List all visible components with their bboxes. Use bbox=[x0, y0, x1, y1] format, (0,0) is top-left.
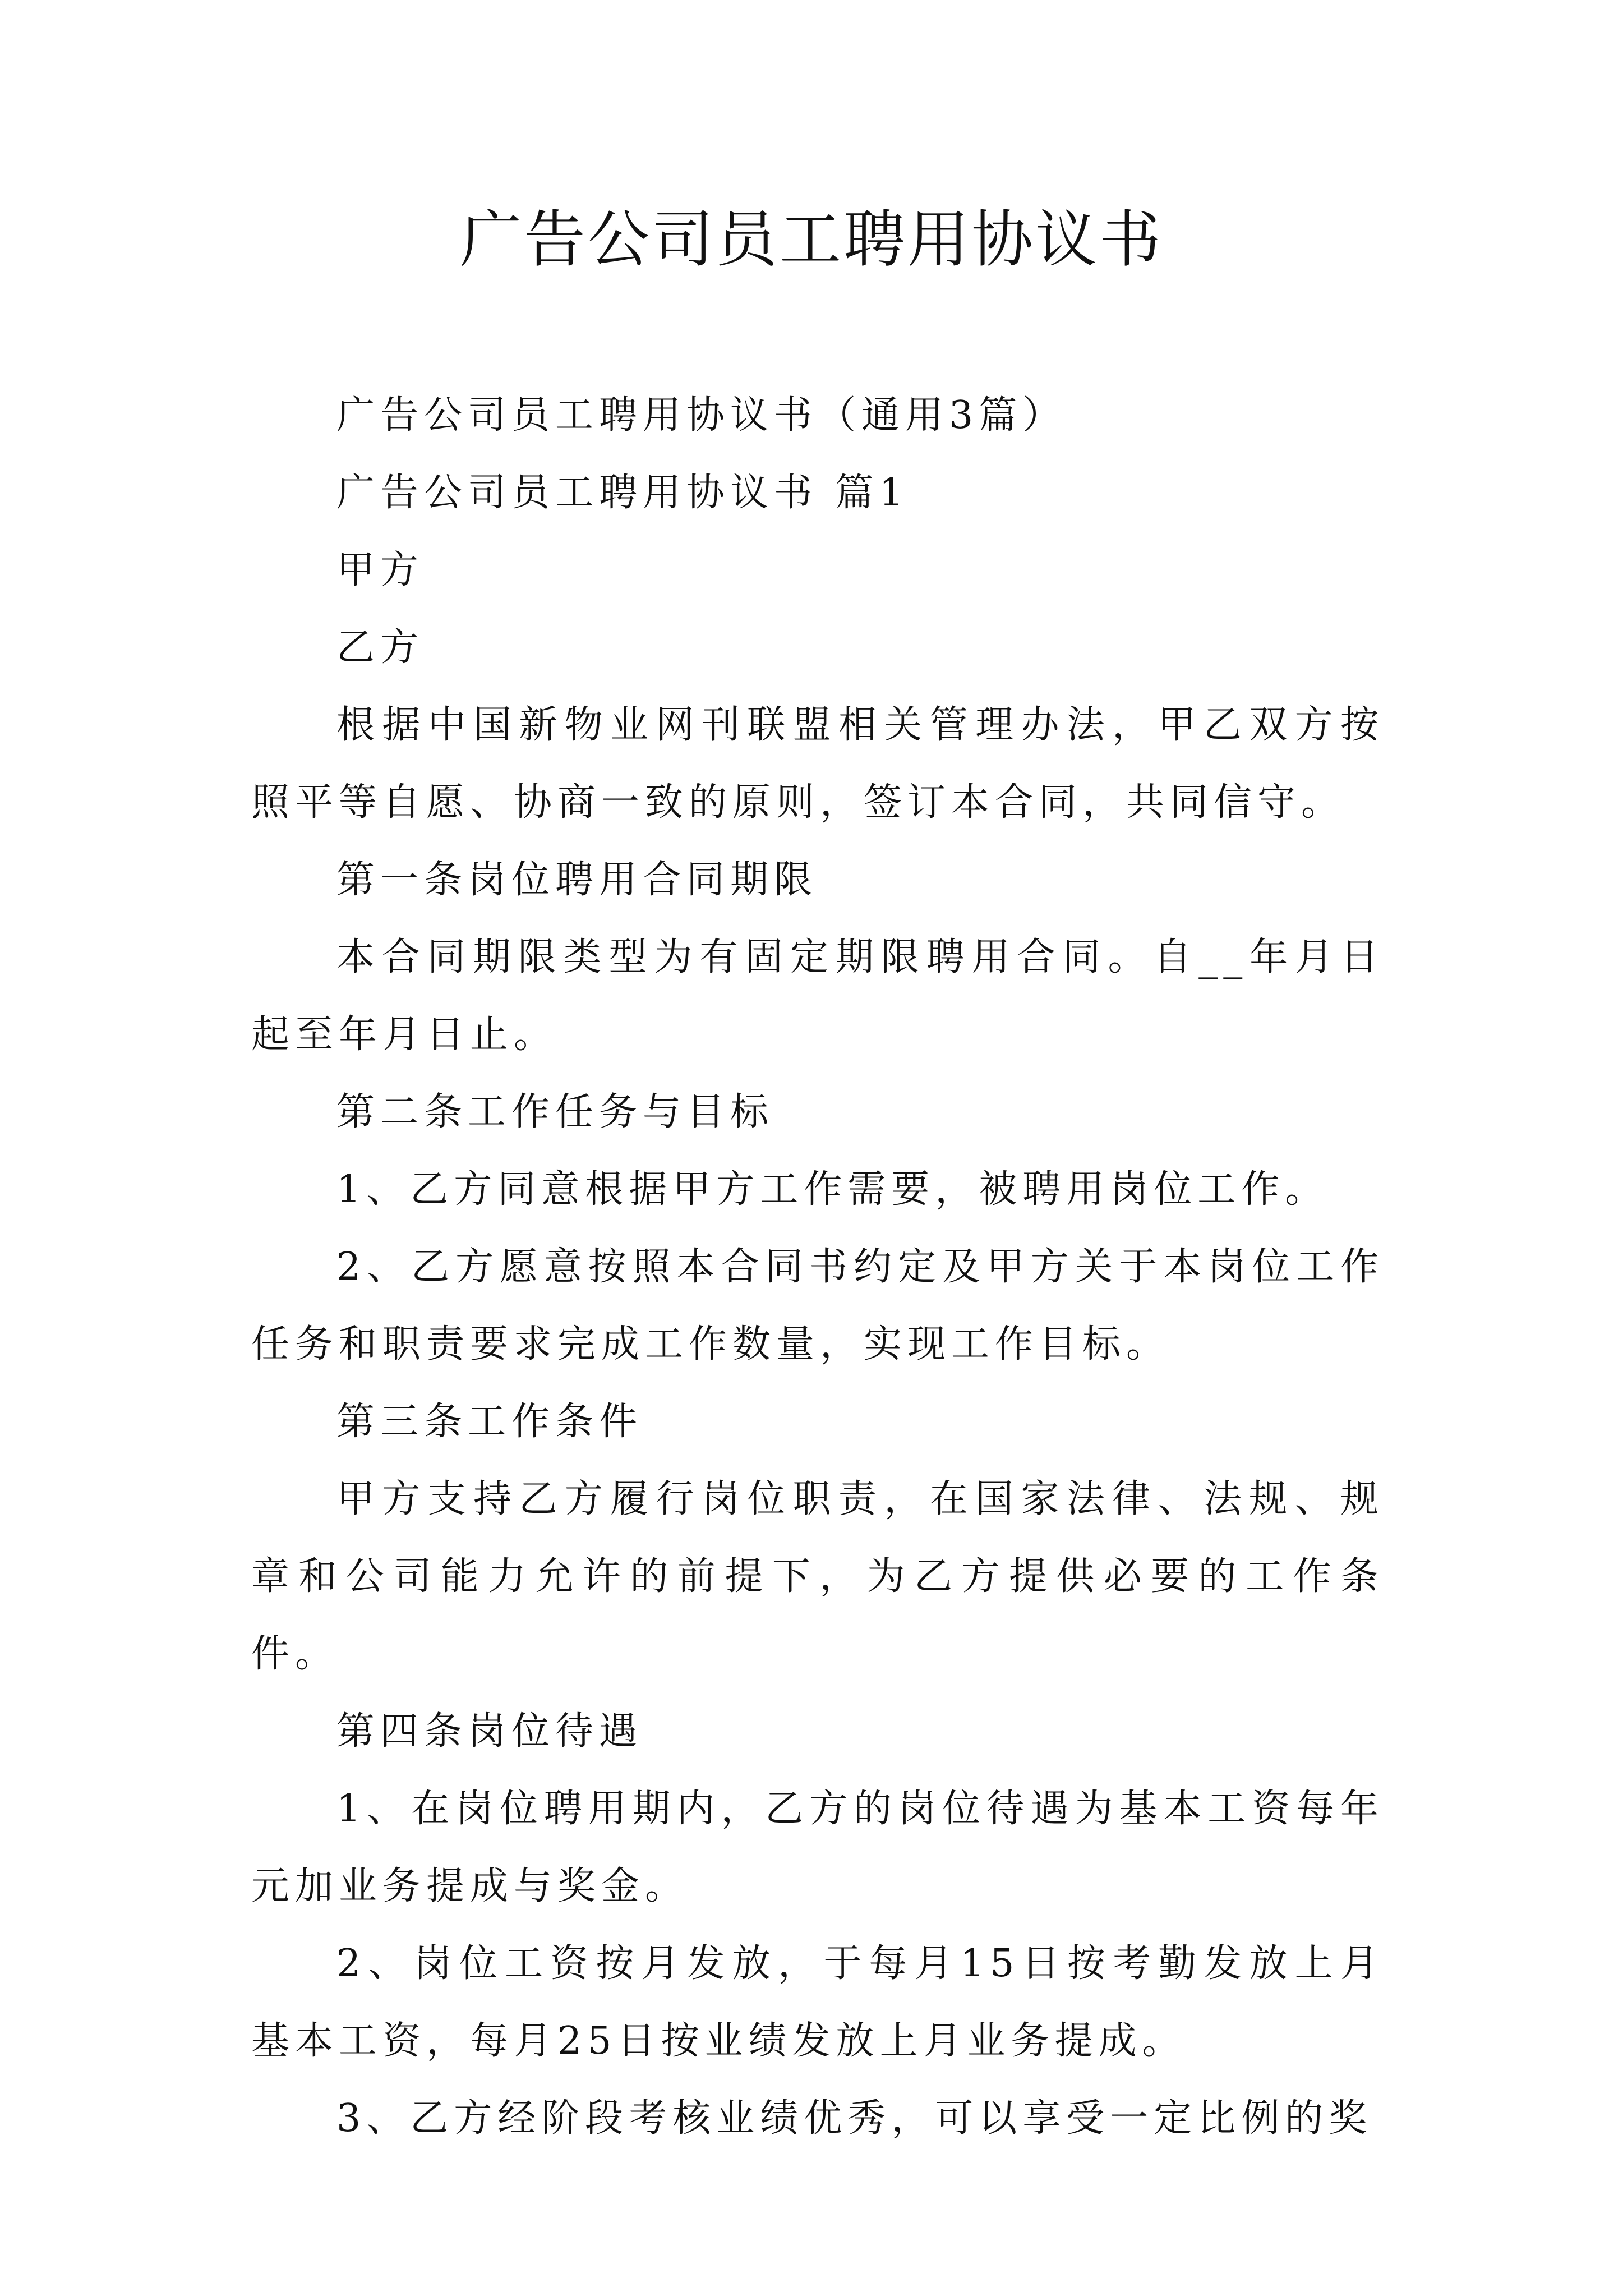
paragraph-article-1-body: 本合同期限类型为有固定期限聘用合同。自__年月日起至年月日止。 bbox=[251, 935, 1384, 1057]
paragraph-article-2-item-1: 1、乙方同意根据甲方工作需要，被聘用岗位工作。 bbox=[336, 1167, 1329, 1212]
paragraph-article-3-heading: 第三条工作条件 bbox=[336, 1400, 643, 1444]
paragraph-party-a: 甲方 bbox=[336, 548, 425, 592]
paragraph-preamble: 根据中国新物业网刊联盟相关管理办法，甲乙双方按照平等自愿、协商一致的原则，签订本合同，共同信守。 bbox=[251, 703, 1384, 825]
paragraph-article-3-body: 甲方支持乙方履行岗位职责，在国家法律、法规、规章和公司能力允许的前提下，为乙方提供必要的工作条件。 bbox=[251, 1477, 1384, 1676]
paragraph-article-4-heading: 第四条岗位待遇 bbox=[336, 1709, 643, 1754]
paragraph-article-4-item-2: 2、岗位工资按月发放，于每月15日按考勤发放上月基本工资，每月25日按业绩发放上月业务提成。 bbox=[251, 1941, 1384, 2063]
paragraph-article-4-item-1: 1、在岗位聘用期内，乙方的岗位待遇为基本工资每年元加业务提成与奖金。 bbox=[251, 1787, 1384, 1908]
document-body bbox=[251, 377, 1384, 2157]
paragraph-party-b: 乙方 bbox=[336, 625, 425, 670]
paragraph-article-1-heading: 第一条岗位聘用合同期限 bbox=[336, 858, 818, 902]
paragraph-subtitle: 广告公司员工聘用协议书（通用3篇） bbox=[336, 393, 1067, 438]
paragraph-article-2-item-2: 2、乙方愿意按照本合同书约定及甲方关于本岗位工作任务和职责要求完成工作数量，实现工作目标。 bbox=[251, 1245, 1384, 1366]
document-title: 广告公司员工聘用协议书 bbox=[460, 204, 1163, 275]
paragraph-article-2-heading: 第二条工作任务与目标 bbox=[336, 1090, 774, 1134]
paragraph-article-4-item-3: 3、乙方经阶段考核业绩优秀，可以享受一定比例的奖 bbox=[336, 2096, 1373, 2141]
paragraph-section-heading: 广告公司员工聘用协议书 篇1 bbox=[336, 471, 909, 515]
